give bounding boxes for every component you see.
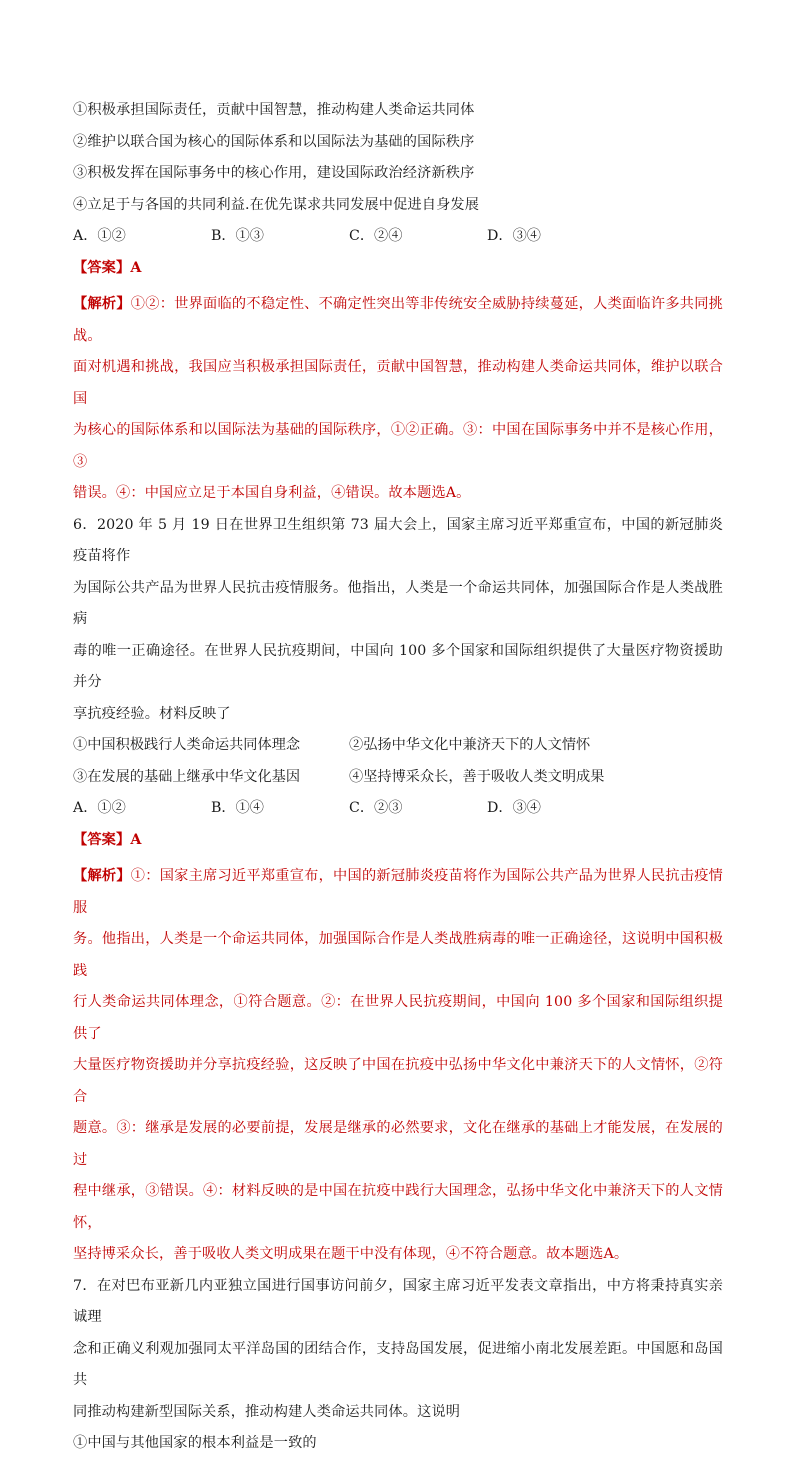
q6-choice-a: A．①② [73,800,126,816]
q6-choice-c: C．②③ [349,800,403,816]
q6-analysis-label: 【解析】 [73,868,131,884]
q6-stem-line-2: 为国际公共产品为世界人民抗击疫情服务。他指出，人类是一个命运共同体，加强国际合作是人类战胜病 [73,579,723,627]
q7-option-1: ①中国与其他国家的根本利益是一致的 [73,1435,317,1451]
q5-choice-c: C．②④ [349,228,403,244]
q6-analysis-line-7: 坚持博采众长，善于吸收人类文明成果在题干中没有体现，④不符合题意。故本题选A。 [73,1246,629,1262]
q5-answer: 【答案】A [73,259,142,276]
q6-analysis-line-3: 行人类命运共同体理念，①符合题意。②：在世界人民抗疫期间，中国向 100 多个国家和国际组织提供了 [73,994,723,1042]
document-page [73,100,723,1460]
q6-options-row-1 [73,735,723,756]
q6-stem-line-1: 6．2020 年 5 月 19 日在世界卫生组织第 73 届大会上，国家主席习近平郑重宣布，中国的新冠肺炎疫苗将作 [73,516,723,564]
q5-analysis-line-2: 面对机遇和挑战，我国应当积极承担国际责任，贡献中国智慧，推动构建人类命运共同体，维护以联合国 [73,359,723,407]
q5-option-3: ③积极发挥在国际事务中的核心作用，建设国际政治经济新秩序 [73,165,475,181]
q6-analysis [73,861,723,1271]
q5-options [73,100,723,216]
q6-options-row-2 [73,767,723,788]
q7-stem-line-3: 同推动构建新型国际关系，推动构建人类命运共同体。这说明 [73,1403,461,1420]
q5-analysis-line-1: ①②：世界面临的不稳定性、不确定性突出等非传统安全威胁持续蔓延，人类面临许多共同挑战。 [73,296,723,344]
q7-stem [73,1271,723,1429]
q6-option-2: ②弘扬中华文化中兼济天下的人文情怀 [349,737,591,753]
q6-stem-line-3: 毒的唯一正确途径。在世界人民抗疫期间，中国向 100 多个国家和国际组织提供了大量医疗物资援助并分 [73,642,723,690]
q5-option-4: ④立足于与各国的共同利益.在优先谋求共同发展中促进自身发展 [73,196,480,213]
q5-analysis [73,289,723,510]
q5-option-1: ①积极承担国际责任，贡献中国智慧，推动构建人类命运共同体 [73,102,475,118]
q6-choice-b: B．①④ [211,800,264,816]
q6-answer: 【答案】A [73,831,142,848]
q6-stem [73,510,723,731]
q5-analysis-line-3: 为核心的国际体系和以国际法为基础的国际秩序，①②正确。③：中国在国际事务中并不是核心作用，③ [73,422,723,470]
q6-option-3: ③在发展的基础上继承中华文化基因 [73,768,301,785]
q6-analysis-line-1: ①：国家主席习近平郑重宣布，中国的新冠肺炎疫苗将作为国际公共产品为世界人民抗击疫情服 [73,868,723,916]
q6-choices [73,798,723,819]
q5-analysis-line-4: 错误。④：中国应立足于本国自身利益，④错误。故本题选A。 [73,485,471,501]
q5-analysis-label: 【解析】 [73,296,131,312]
q5-choice-d: D．③④ [487,228,541,244]
q5-option-2: ②维护以联合国为核心的国际体系和以国际法为基础的国际秩序 [73,133,475,150]
q6-choice-d: D．③④ [487,800,541,816]
q5-choice-a: A．①② [73,228,126,244]
q6-stem-line-4: 享抗疫经验。材料反映了 [73,705,231,722]
q5-choices [73,226,723,247]
q6-analysis-line-4: 大量医疗物资援助并分享抗疫经验，这反映了中国在抗疫中弘扬中华文化中兼济天下的人文情怀，②符合 [73,1057,723,1105]
q6-option-4: ④坚持博采众长，善于吸收人类文明成果 [349,768,605,785]
q5-choice-b: B．①③ [211,228,264,244]
q6-option-1: ①中国积极践行人类命运共同体理念 [73,737,301,753]
q6-analysis-line-2: 务。他指出，人类是一个命运共同体，加强国际合作是人类战胜病毒的唯一正确途径，这说明中国积极践 [73,931,723,979]
q7-options [73,1428,723,1460]
q7-stem-line-1: 7．在对巴布亚新几内亚独立国进行国事访问前夕，国家主席习近平发表文章指出，中方将秉持真实亲诚理 [73,1277,723,1325]
q7-stem-line-2: 念和正确义利观加强同太平洋岛国的团结合作，支持岛国发展，促进缩小南北发展差距。中国愿和岛国共 [73,1340,723,1388]
q6-analysis-line-6: 程中继承，③错误。④：材料反映的是中国在抗疫中践行大国理念，弘扬中华文化中兼济天下的人文情怀， [73,1183,723,1231]
q6-analysis-line-5: 题意。③：继承是发展的必要前提，发展是继承的必然要求，文化在继承的基础上才能发展，在发展的过 [73,1120,723,1168]
